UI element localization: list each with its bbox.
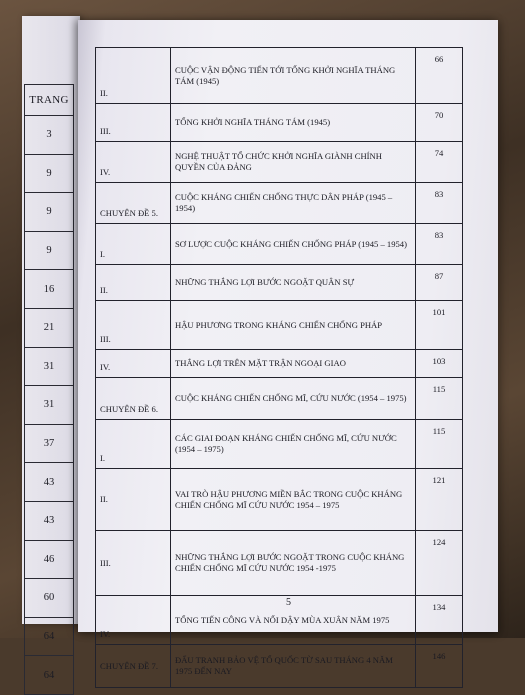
left-header: TRANG	[25, 85, 74, 116]
left-page-number: 31	[25, 347, 74, 386]
section-title: CÁC GIAI ĐOẠN KHÁNG CHIẾN CHỐNG MĨ, CỨU NƯỚC (1954 – 1975)	[171, 420, 416, 469]
table-of-contents	[95, 47, 463, 688]
page-number: 83	[416, 183, 463, 224]
page-number: 70	[416, 104, 463, 142]
section-number: III.	[96, 301, 171, 350]
page-number: 121	[416, 469, 463, 531]
section-number: III.	[96, 104, 171, 142]
page-number: 87	[416, 265, 463, 301]
table-row	[96, 301, 463, 350]
page-number: 115	[416, 378, 463, 420]
footer-page-number: 5	[286, 597, 291, 608]
table-row	[96, 350, 463, 378]
left-page-number: 21	[25, 308, 74, 347]
section-number: II.	[96, 48, 171, 104]
section-number: III.	[96, 531, 171, 596]
page-number: 83	[416, 224, 463, 265]
left-page-number: 64	[25, 656, 74, 695]
section-number: I.	[96, 224, 171, 265]
table-row	[96, 469, 463, 531]
section-title: SƠ LƯỢC CUỘC KHÁNG CHIẾN CHỐNG PHÁP (1945 – 1954)	[171, 224, 416, 265]
section-title: HẬU PHƯƠNG TRONG KHÁNG CHIẾN CHỐNG PHÁP	[171, 301, 416, 350]
section-title: VAI TRÒ HẬU PHƯƠNG MIỀN BẮC TRONG CUỘC KHÁNG CHIẾN CHỐNG MĨ CỨU NƯỚC 1954 – 1975	[171, 469, 416, 531]
page-number: 103	[416, 350, 463, 378]
left-page-number: 43	[25, 501, 74, 540]
page-number: 124	[416, 531, 463, 596]
page-number: 66	[416, 48, 463, 104]
table-row	[96, 531, 463, 596]
table-row	[96, 48, 463, 104]
table-row	[96, 378, 463, 420]
section-number: IV.	[96, 596, 171, 645]
section-number: II.	[96, 265, 171, 301]
page-number: 115	[416, 420, 463, 469]
section-number: II.	[96, 469, 171, 531]
section-number: CHUYÊN ĐỀ 6.	[96, 378, 171, 420]
section-title: THẮNG LỢI TRÊN MẶT TRẬN NGOẠI GIAO	[171, 350, 416, 378]
left-page-number: 31	[25, 386, 74, 425]
left-page-number: 46	[25, 540, 74, 579]
section-title: CUỘC KHÁNG CHIẾN CHỐNG MĨ, CỨU NƯỚC (1954 – 1975)	[171, 378, 416, 420]
section-title: CUỘC KHÁNG CHIẾN CHỐNG THỰC DÂN PHÁP (1945 – 1954)	[171, 183, 416, 224]
section-title: NHỮNG THẮNG LỢI BƯỚC NGOẶT TRONG CUỘC KHÁNG CHIẾN CHỐNG MĨ CỨU NƯỚC 1954 -1975	[171, 531, 416, 596]
left-page-number: 9	[25, 231, 74, 270]
table-row	[96, 596, 463, 645]
section-number: I.	[96, 420, 171, 469]
page-number: 74	[416, 142, 463, 183]
table-row	[96, 420, 463, 469]
section-title: TỔNG KHỞI NGHĨA THÁNG TÁM (1945)	[171, 104, 416, 142]
table-row	[96, 645, 463, 688]
left-page-number: 37	[25, 424, 74, 463]
section-title: NHỮNG THẮNG LỢI BƯỚC NGOẶT QUÂN SỰ	[171, 265, 416, 301]
left-page-number: 43	[25, 463, 74, 502]
section-number: IV.	[96, 350, 171, 378]
section-title: TỔNG TIẾN CÔNG VÀ NỔI DẬY MÙA XUÂN NĂM 1975	[171, 596, 416, 645]
left-page-number: 9	[25, 193, 74, 232]
left-page-number: 9	[25, 154, 74, 193]
left-page-number: 60	[25, 579, 74, 618]
section-title: ĐẤU TRANH BẢO VỆ TỔ QUỐC TỪ SAU THÁNG 4 NĂM 1975 ĐẾN NAY	[171, 645, 416, 688]
section-number: IV.	[96, 142, 171, 183]
left-page-number: 64	[25, 617, 74, 656]
table-row	[96, 183, 463, 224]
left-page-number: 3	[25, 116, 74, 155]
page-number: 146	[416, 645, 463, 688]
section-title: CUỘC VẬN ĐỘNG TIẾN TỚI TỔNG KHỞI NGHĨA THÁNG TÁM (1945)	[171, 48, 416, 104]
left-page-number: 16	[25, 270, 74, 309]
left-page-table	[24, 84, 74, 695]
table-row	[96, 104, 463, 142]
section-number: CHUYÊN ĐỀ 5.	[96, 183, 171, 224]
page-number: 101	[416, 301, 463, 350]
table-row	[96, 224, 463, 265]
table-row	[96, 265, 463, 301]
table-row	[96, 142, 463, 183]
page-number: 134	[416, 596, 463, 645]
section-number: CHUYÊN ĐỀ 7.	[96, 645, 171, 688]
section-title: NGHỆ THUẬT TỔ CHỨC KHỞI NGHĨA GIÀNH CHÍNH QUYỀN CỦA ĐẢNG	[171, 142, 416, 183]
